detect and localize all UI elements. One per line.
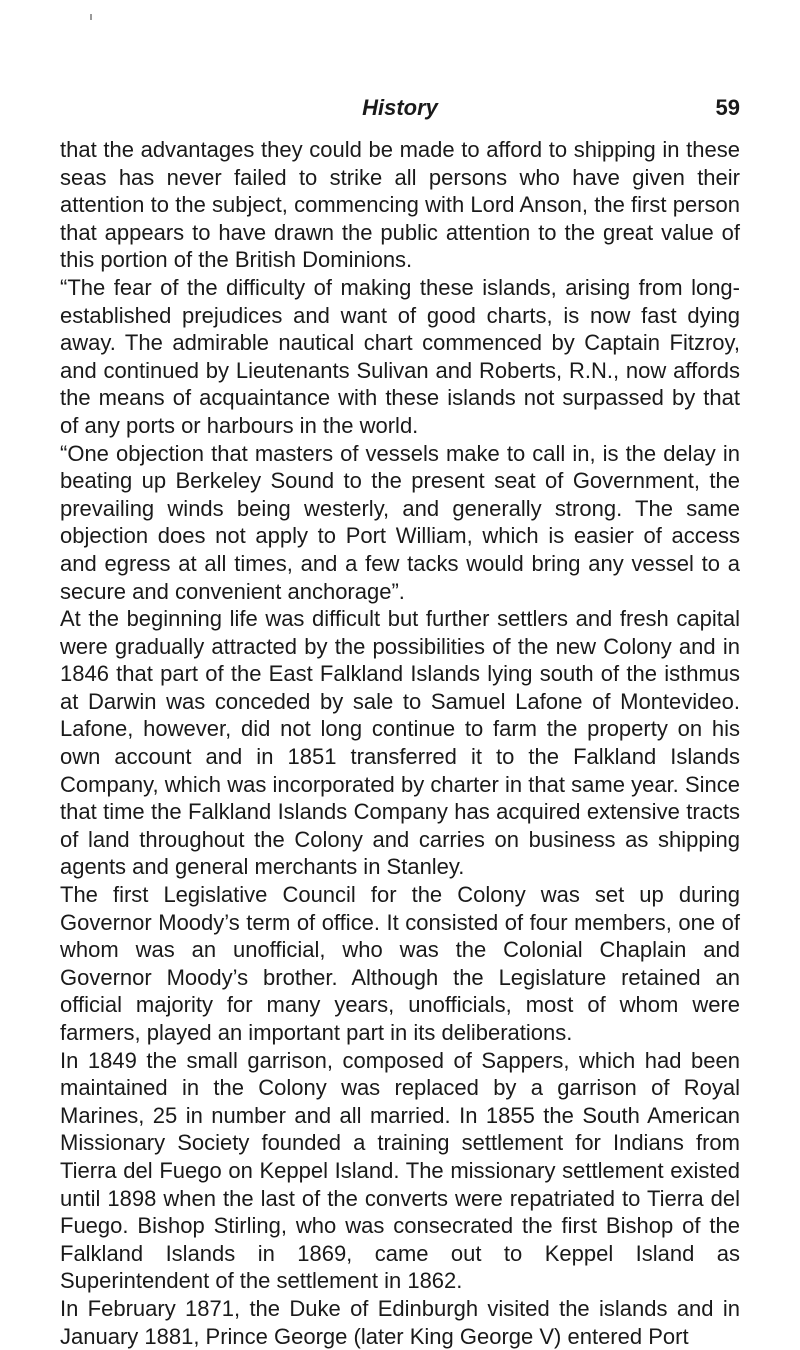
scan-speck [90,14,92,20]
paragraph-6: In 1849 the small garrison, composed of Sappers, which had been maintained in the Colony was replaced by a garrison of Royal Marines, 25 in number and all married. In 1855 the South American Missionary Society founded a training settlement for Indians from Tierra del Fuego on Keppel Island. The missionary settlement existed until 1898 when the last of the converts were repatriated to Tierra del Fuego. Bishop Stirling, who was consecrated the first Bishop of the Falkland Islands in 1869, came out to Keppel Island as Superintendent of the settlement in 1862. [60,1047,740,1294]
paragraph-5: The first Legislative Council for the Colony was set up during Governor Moody’s term of office. It consisted of four members, one of whom was an unofficial, who was the Colonial Chaplain and Governor Moody’s brother. Although the Legislature retained an official majority for many years, unofficials, most of whom were farmers, played an important part in its deliberations. [60,882,740,1045]
paragraph-3: “One objection that masters of vessels make to call in, is the delay in beating up Berkeley Sound to the present seat of Government, the prevailing winds being westerly, and generally strong. The same objection does not apply to Port William, which is easier of access and egress at all times, and a few tacks would bring any vessel to a secure and convenient anchorage”. [60,440,740,604]
paragraph-7: In February 1871, the Duke of Edinburgh visited the islands and in January 1881, Prince George (later King George V) entered Port [60,1295,740,1349]
body-text [60,136,740,1350]
paragraph-1: that the advantages they could be made to afford to shipping in these seas has never failed to strike all persons who have given their attention to the subject, commencing with Lord Anson, the first person that appears to have drawn the public attention to the great value of this portion of the British Dominions. [60,137,740,273]
running-title: History [362,95,438,120]
page-number: 59 [715,95,740,120]
paragraph-2: “The fear of the difficulty of making these islands, arising from long-established prejudices and want of good charts, is now fast dying away. The admirable nautical chart commenced by Captain Fitzroy, and continued by Lieutenants Sulivan and Roberts, R.N., now affords the means of acquaintance with these islands not surpassed by that of any ports or harbours in the world. [60,274,740,438]
running-head [60,88,740,128]
paragraph-4: At the beginning life was difficult but further settlers and fresh capital were gradually attracted by the possibilities of the new Colony and in 1846 that part of the East Falkland Islands lying south of the isthmus at Darwin was conceded by sale to Samuel Lafone of Montevideo. Lafone, however, did not long continue to farm the property on his own account and in 1851 transferred it to the Falkland Islands Company, which was incorporated by charter in that same year. Since that time the Falkland Islands Company has acquired extensive tracts of land throughout the Colony and carries on business as shipping agents and general merchants in Stanley. [60,606,740,880]
